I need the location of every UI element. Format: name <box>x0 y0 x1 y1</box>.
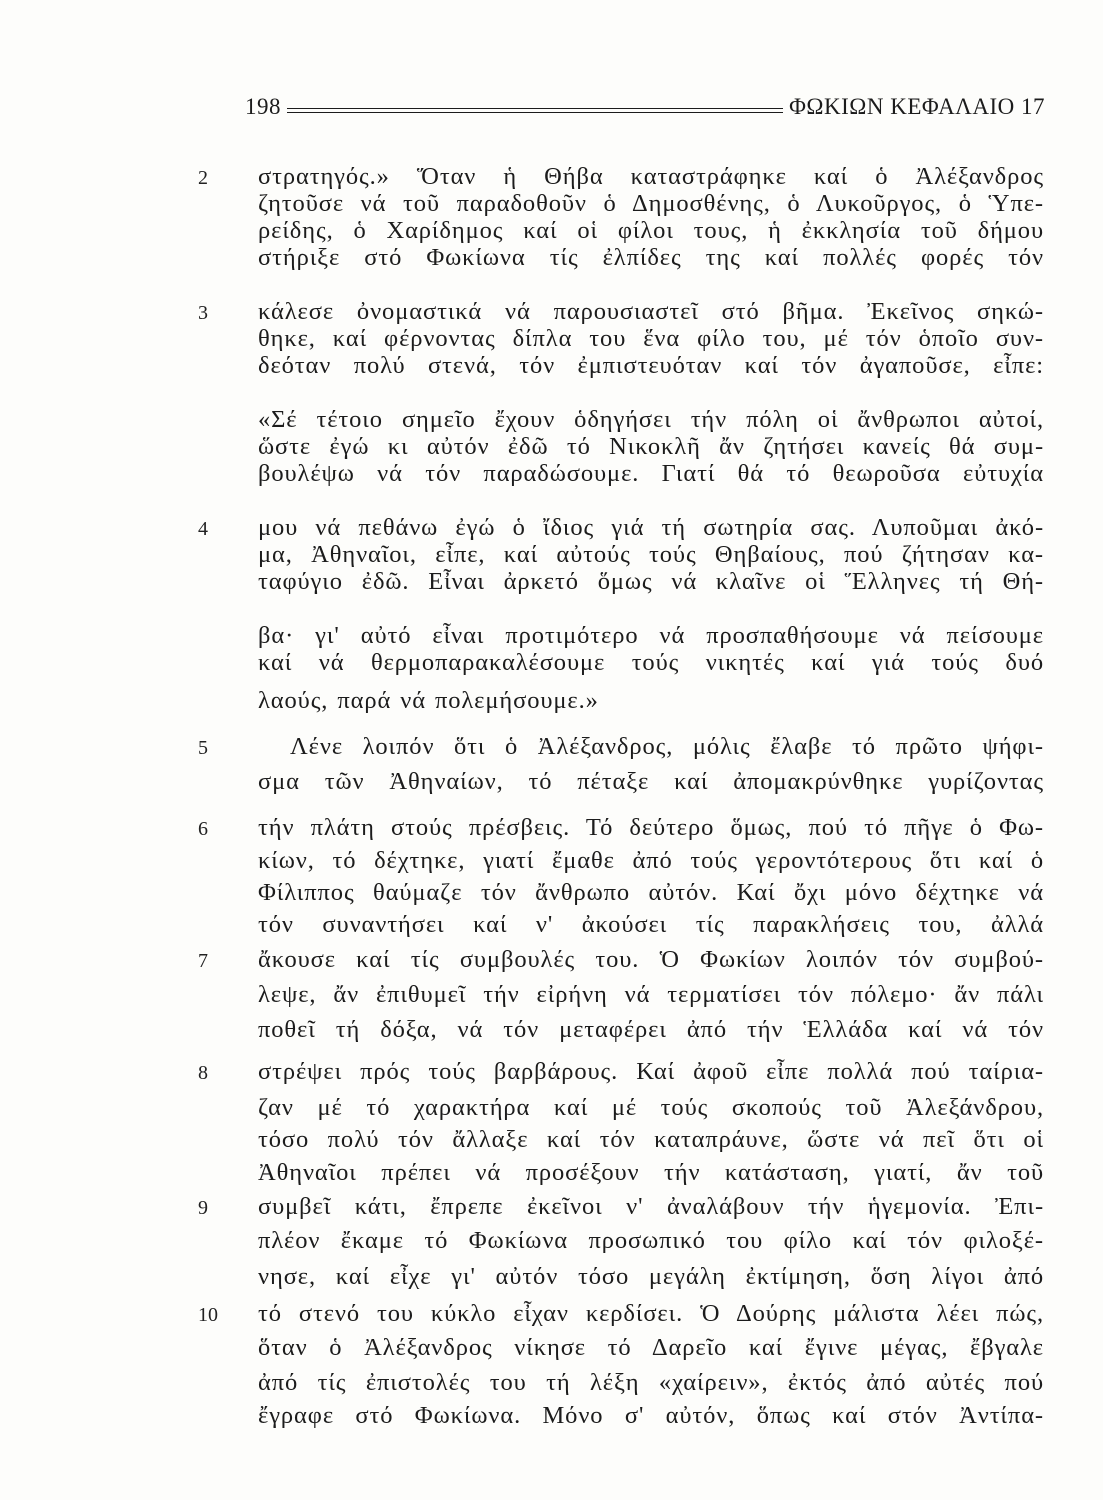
text-line: ἄκουσε καί τίς συμβουλές του. Ὁ Φωκίων λοιπόν τόν συμβού- <box>258 946 1044 973</box>
text-line: θηκε, καί φέρνοντας δίπλα του ἕνα φίλο του, μέ τόν ὁποῖο συν- <box>258 325 1044 352</box>
text-line: καί νά θερμοπαρακαλέσουμε τούς νικητές καί γιά τούς δυό <box>258 649 1044 676</box>
text-line: πλέον ἔκαμε τό Φωκίωνα προσωπικό του φίλο καί τόν φιλοξέ- <box>258 1227 1044 1254</box>
text-line: τήν πλάτη στούς πρέσβεις. Τό δεύτερο ὅμως, πού τό πῆγε ὁ Φω- <box>258 814 1044 841</box>
margin-number: 5 <box>198 737 208 759</box>
text-line: λεψε, ἄν ἐπιθυμεῖ τήν εἰρήνη νά τερματίσει τόν πόλεμο· ἄν πάλι <box>258 981 1044 1008</box>
margin-number: 7 <box>198 950 208 972</box>
text-line: λαούς, παρά νά πολεμήσουμε.» <box>258 687 599 714</box>
text-line: ὥστε ἐγώ κι αὐτόν ἐδῶ τό Νικοκλῆ ἄν ζητήσει κανείς θά συμ- <box>258 433 1044 460</box>
text-line: Λένε λοιπόν ὅτι ὁ Ἀλέξανδρος, μόλις ἔλαβε τό πρῶτο ψήφι- <box>290 733 1044 760</box>
text-line: «Σέ τέτοιο σημεῖο ἔχουν ὁδηγήσει τήν πόλη οἱ ἄνθρωποι αὐτοί, <box>258 406 1044 433</box>
text-line: συμβεῖ κάτι, ἔπρεπε ἐκεῖνοι ν' ἀναλάβουν τήν ἡγεμονία. Ἐπι- <box>258 1193 1044 1220</box>
text-line: ἔγραφε στό Φωκίωνα. Μόνο σ' αὐτόν, ὅπως καί στόν Ἀντίπα- <box>258 1402 1044 1429</box>
margin-number: 8 <box>198 1062 208 1084</box>
text-line: Ἀθηναῖοι πρέπει νά προσέξουν τήν κατάσταση, γιατί, ἄν τοῦ <box>258 1159 1044 1186</box>
text-line: τό στενό του κύκλο εἶχαν κερδίσει. Ὁ Δούρης μάλιστα λέει πώς, <box>258 1300 1044 1327</box>
margin-number: 4 <box>198 518 208 540</box>
text-line: ταφύγιο ἐδῶ. Εἶναι ἀρκετό ὅμως νά κλαῖνε οἱ Ἕλληνες τή Θή- <box>258 568 1044 595</box>
page-number: 198 <box>245 94 281 119</box>
running-title: ΦΩΚΙΩΝ ΚΕΦΑΛΑΙΟ 17 <box>789 94 1045 119</box>
text-line: στήριξε στό Φωκίωνα τίς ἐλπίδες της καί πολλές φορές τόν <box>258 244 1044 271</box>
margin-number: 6 <box>198 818 208 840</box>
margin-number: 3 <box>198 302 208 324</box>
text-line: ζαν μέ τό χαρακτήρα καί μέ τούς σκοπούς τοῦ Ἀλεξάνδρου, <box>258 1094 1044 1121</box>
text-line: ἀπό τίς ἐπιστολές του τή λέξη «χαίρειν», ἐκτός ἀπό αὐτές πού <box>258 1369 1044 1396</box>
text-line: μα, Ἀθηναῖοι, εἶπε, καί αὐτούς τούς Θηβαίους, πού ζήτησαν κα- <box>258 541 1044 568</box>
text-line: μου νά πεθάνω ἐγώ ὁ ἴδιος γιά τή σωτηρία σας. Λυποῦμαι ἀκό- <box>258 514 1044 541</box>
running-header <box>245 88 1045 120</box>
text-line: Φίλιππος θαύμαζε τόν ἄνθρωπο αὐτόν. Καί ὄχι μόνο δέχτηκε νά <box>258 879 1044 906</box>
text-line: ζητοῦσε νά τοῦ παραδοθοῦν ὁ Δημοσθένης, ὁ Λυκοῦργος, ὁ Ὑπε- <box>258 190 1044 217</box>
text-line: σμα τῶν Ἀθηναίων, τό πέταξε καί ἀπομακρύνθηκε γυρίζοντας <box>258 768 1044 795</box>
text-line: κίων, τό δέχτηκε, γιατί ἔμαθε ἀπό τούς γεροντότερους ὅτι καί ὁ <box>258 847 1044 874</box>
margin-number: 2 <box>198 167 208 189</box>
header-double-rule <box>287 108 783 113</box>
margin-number: 9 <box>198 1197 208 1219</box>
text-line: στρατηγός.» Ὅταν ἡ Θήβα καταστράφηκε καί ὁ Ἀλέξανδρος <box>258 163 1044 190</box>
margin-number: 10 <box>198 1304 218 1326</box>
text-line: ὅταν ὁ Ἀλέξανδρος νίκησε τό Δαρεῖο καί ἔγινε μέγας, ἔβγαλε <box>258 1334 1044 1361</box>
text-line: δεόταν πολύ στενά, τόν ἐμπιστευόταν καί τόν ἀγαποῦσε, εἶπε: <box>258 352 1044 379</box>
text-line: βουλέψω νά τόν παραδώσουμε. Γιατί θά τό θεωροῦσα εὐτυχία <box>258 460 1044 487</box>
text-line: κάλεσε ὀνομαστικά νά παρουσιαστεῖ στό βῆμα. Ἐκεῖνος σηκώ- <box>258 298 1044 325</box>
text-line: τόν συναντήσει καί ν' ἀκούσει τίς παρακλήσεις του, ἀλλά <box>258 911 1044 938</box>
text-line: στρέψει πρός τούς βαρβάρους. Καί ἀφοῦ εἶπε πολλά πού ταίρια- <box>258 1058 1044 1085</box>
text-line: τόσο πολύ τόν ἄλλαξε καί τόν καταπράυνε, ὥστε νά πεῖ ὅτι οἱ <box>258 1126 1044 1153</box>
text-line: ποθεῖ τή δόξα, νά τόν μεταφέρει ἀπό τήν Ἑλλάδα καί νά τόν <box>258 1016 1044 1043</box>
text-line: ρείδης, ὁ Χαρίδημος καί οἱ φίλοι τους, ἡ ἐκκλησία τοῦ δήμου <box>258 217 1044 244</box>
text-line: βα· γι' αὐτό εἶναι προτιμότερο νά προσπαθήσουμε νά πείσουμε <box>258 622 1044 649</box>
text-line: νησε, καί εἶχε γι' αὐτόν τόσο μεγάλη ἐκτίμηση, ὅση λίγοι ἀπό <box>258 1263 1044 1290</box>
